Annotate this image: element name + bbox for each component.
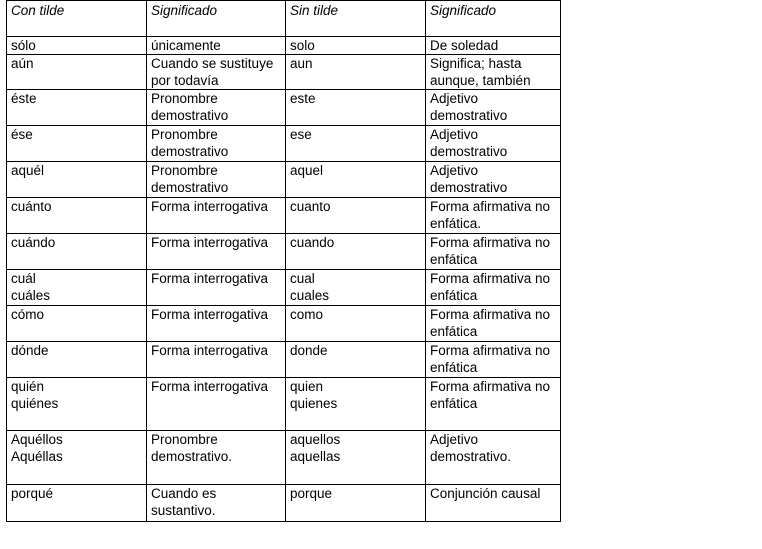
table-row <box>7 342 561 378</box>
cell-significado-2: De soledad <box>426 37 561 55</box>
cell-con-tilde: porqué <box>7 485 147 522</box>
cell-significado-2: Forma afirmativa no enfática. <box>426 198 561 234</box>
cell-con-tilde: dónde <box>7 342 147 378</box>
cell-con-tilde: quién quiénes <box>7 378 147 431</box>
cell-significado: Forma interrogativa <box>147 342 286 378</box>
table-row <box>7 485 561 522</box>
table-row <box>7 198 561 234</box>
header-sin-tilde: Sin tilde <box>286 1 426 37</box>
table-row <box>7 37 561 55</box>
cell-significado-2: Forma afirmativa no enfática <box>426 270 561 306</box>
cell-significado: Cuando es sustantivo. <box>147 485 286 522</box>
table-row <box>7 270 561 306</box>
cell-sin-tilde: solo <box>286 37 426 55</box>
cell-sin-tilde: aquellos aquellas <box>286 431 426 485</box>
header-significado-2: Significado <box>426 1 561 37</box>
cell-significado: Pronombre demostrativo <box>147 126 286 162</box>
cell-con-tilde: cuánto <box>7 198 147 234</box>
cell-sin-tilde: este <box>286 90 426 126</box>
cell-significado: Cuando se sustituye por todavía <box>147 55 286 90</box>
accent-rules-table <box>6 0 561 522</box>
cell-sin-tilde: cuanto <box>286 198 426 234</box>
cell-con-tilde: sólo <box>7 37 147 55</box>
table-row <box>7 162 561 198</box>
cell-sin-tilde: porque <box>286 485 426 522</box>
cell-sin-tilde: quien quienes <box>286 378 426 431</box>
cell-sin-tilde: como <box>286 306 426 342</box>
table-row <box>7 431 561 485</box>
cell-significado-2: Forma afirmativa no enfática <box>426 234 561 270</box>
cell-significado: Pronombre demostrativo <box>147 162 286 198</box>
cell-significado: Forma interrogativa <box>147 198 286 234</box>
cell-significado: Forma interrogativa <box>147 270 286 306</box>
cell-significado: Forma interrogativa <box>147 306 286 342</box>
cell-significado-2: Adjetivo demostrativo <box>426 162 561 198</box>
table-row <box>7 126 561 162</box>
cell-significado-2: Forma afirmativa no enfática <box>426 306 561 342</box>
table-row <box>7 55 561 90</box>
cell-significado-2: Forma afirmativa no enfática <box>426 342 561 378</box>
cell-con-tilde: aquél <box>7 162 147 198</box>
cell-con-tilde: éste <box>7 90 147 126</box>
cell-significado: Pronombre demostrativo. <box>147 431 286 485</box>
cell-con-tilde: cómo <box>7 306 147 342</box>
cell-significado-2: Conjunción causal <box>426 485 561 522</box>
cell-con-tilde: cuál cuáles <box>7 270 147 306</box>
cell-sin-tilde: ese <box>286 126 426 162</box>
cell-significado: Forma interrogativa <box>147 234 286 270</box>
cell-sin-tilde: cual cuales <box>286 270 426 306</box>
table-row <box>7 306 561 342</box>
cell-significado: Forma interrogativa <box>147 378 286 431</box>
cell-con-tilde: ése <box>7 126 147 162</box>
cell-significado: Pronombre demostrativo <box>147 90 286 126</box>
header-significado: Significado <box>147 1 286 37</box>
cell-significado-2: Significa; hasta aunque, también <box>426 55 561 90</box>
table-row <box>7 378 561 431</box>
cell-significado-2: Adjetivo demostrativo <box>426 126 561 162</box>
cell-sin-tilde: aquel <box>286 162 426 198</box>
cell-significado: únicamente <box>147 37 286 55</box>
cell-significado-2: Adjetivo demostrativo <box>426 90 561 126</box>
cell-significado-2: Adjetivo demostrativo. <box>426 431 561 485</box>
cell-sin-tilde: aun <box>286 55 426 90</box>
cell-sin-tilde: cuando <box>286 234 426 270</box>
cell-con-tilde: aún <box>7 55 147 90</box>
table-header-row <box>7 1 561 37</box>
table-row <box>7 90 561 126</box>
table-row <box>7 234 561 270</box>
cell-con-tilde: Aquéllos Aquéllas <box>7 431 147 485</box>
header-con-tilde: Con tilde <box>7 1 147 37</box>
cell-con-tilde: cuándo <box>7 234 147 270</box>
cell-sin-tilde: donde <box>286 342 426 378</box>
cell-significado-2: Forma afirmativa no enfática <box>426 378 561 431</box>
